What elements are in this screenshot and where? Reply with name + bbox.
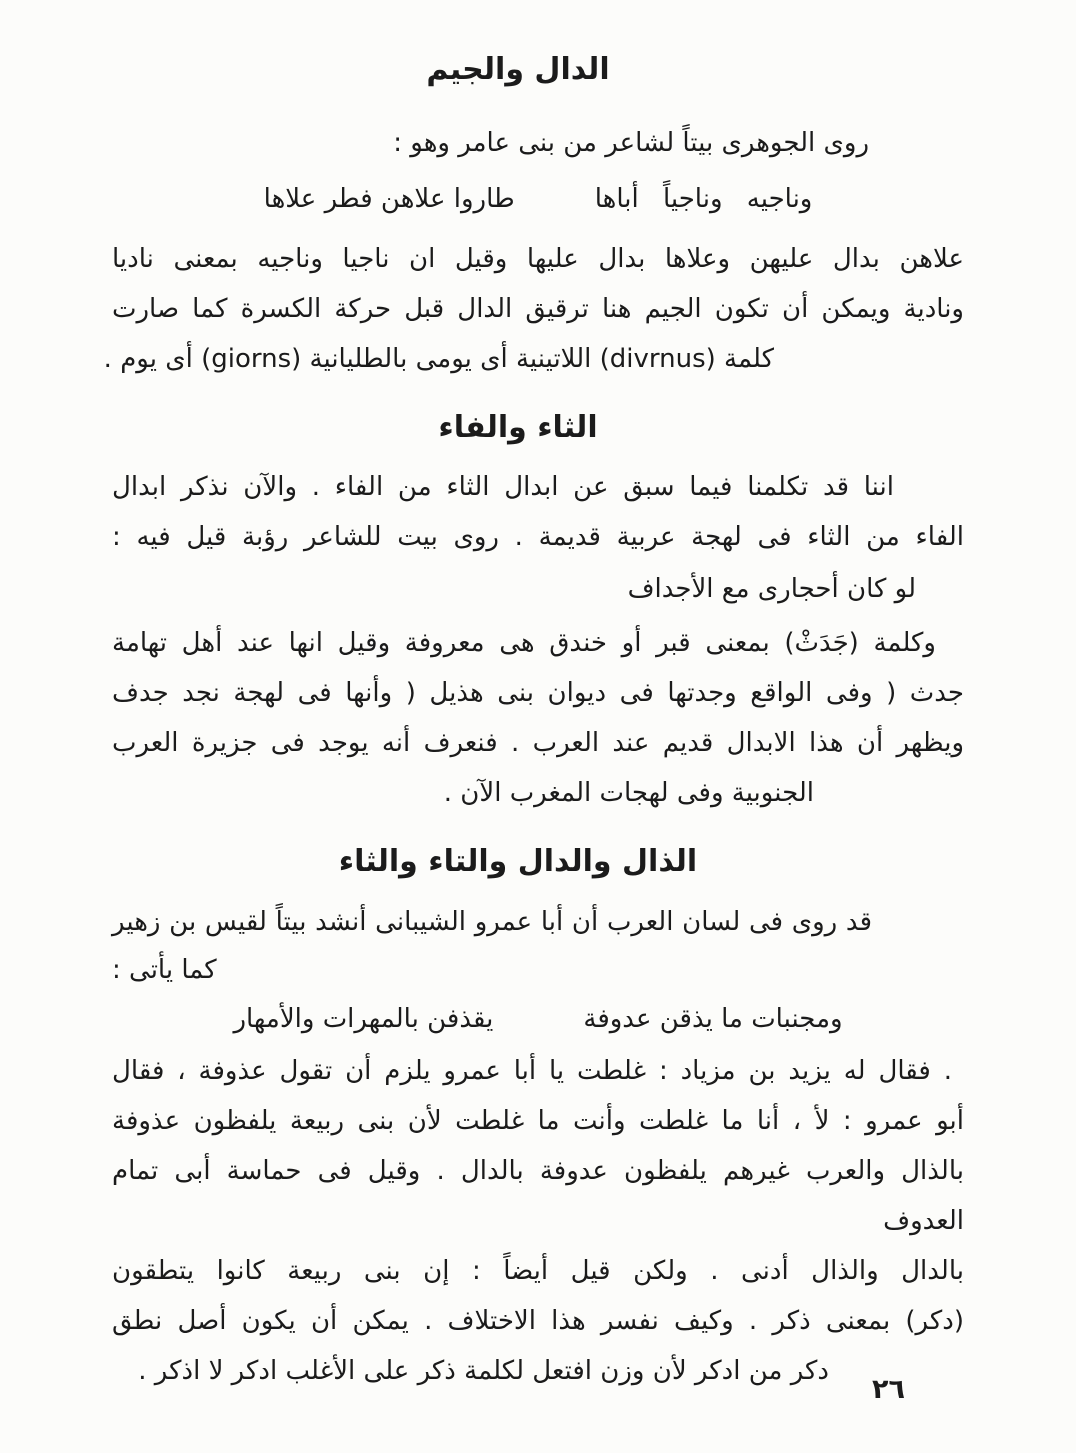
verse-line-1 — [112, 172, 964, 226]
text-line: بالذال والعرب غيرهم يلفظون عدوفة بالدال . وقيل فى حماسة أبى تمام العدوف — [112, 1156, 964, 1236]
section-heading-dal-jim: الدال والجيم — [426, 52, 610, 87]
text-line: (دكر) بمعنى ذكر . وكيف نفسر هذا الاختلاف . يمكن أن يكون أصل نطق — [112, 1306, 964, 1336]
section-heading-tha-fa: الثاء والفاء — [438, 410, 598, 445]
verse-second-hemistich: يقذفن بالمهرات والأمهار — [233, 1004, 494, 1034]
verse-line-3 — [112, 994, 964, 1044]
text-line: بالدال والذال أدنى . ولكن قيل أيضاً : إن بنى ربيعة كانوا يتطقون — [112, 1256, 964, 1286]
text-line: قد روى فى لسان العرب أن أبا عمرو الشيبانى أنشد بيتاً لقيس بن زهير — [112, 907, 872, 937]
text-line: . فقال له يزيد بن مزياد : غلطت يا أبا عمرو يلزم أن تقول عذوفة ، فقال — [112, 1056, 952, 1086]
verse-second-hemistich: طاروا علاهن فطر علاها — [263, 184, 515, 214]
paragraph — [112, 618, 964, 818]
verse-first-hemistich: وناجيه وناجياً أباها — [594, 184, 813, 214]
paragraph — [112, 1046, 964, 1396]
text-line: وكلمة (جَدَثْ) بمعنى قبر أو خندق هى معروفة وقيل انها عند أهل تهامة — [112, 628, 936, 658]
page-number: ٢٦ — [872, 1374, 905, 1405]
text-line: دكر من ادكر لأن وزن افتعل لكلمة ذكر على الأغلب ادكر لا اذكر . — [138, 1356, 829, 1386]
verse-first-hemistich: ومجنبات ما يذقن عدوفة — [583, 1004, 843, 1034]
text-line: كما يأتى : — [112, 955, 217, 985]
paragraph — [103, 234, 964, 384]
section-heading-dhal-dal-ta-tha: الذال والدال والتاء والثاء — [338, 844, 698, 879]
text-line: ويظهر أن هذا الابدال قديم عند العرب . فنعرف أنه يوجد فى جزيرة العرب — [112, 728, 964, 758]
text-line: كلمة (divrnus) اللاتينية أى يومى بالطليانية (giorns) أى يوم . — [103, 344, 774, 374]
text-line: الفاء من الثاء فى لهجة عربية قديمة . روى بيت للشاعر رؤبة قيل فيه : — [112, 522, 964, 552]
paragraph — [112, 462, 964, 562]
text-line: جدث ( وفى الواقع وجدتها فى ديوان بنى هذيل ( وأنها فى لهجة نجد جدف — [112, 678, 964, 708]
text-line: أبو عمرو : لأ ، أنا ما غلطت وأنت ما غلطت لأن بنى ربيعة يلفظون عذوفة — [112, 1106, 964, 1136]
paragraph — [112, 898, 964, 994]
text-line: علاهن بدال عليهن وعلاها بدال عليها وقيل ان ناجيا وناجيه بمعنى ناديا — [112, 244, 964, 274]
text-line: الجنوبية وفى لهجات المغرب الآن . — [443, 778, 814, 808]
text-line: ونادية ويمكن أن تكون الجيم هنا ترقيق الدال قبل حركة الكسرة كما صارت — [112, 294, 964, 324]
intro-line: روى الجوهرى بيتاً لشاعر من بنى عامر وهو : — [393, 128, 869, 158]
verse-line-2: لو كان أحجارى مع الأجداف — [627, 574, 916, 604]
text-line: اننا قد تكلمنا فيما سبق عن ابدال الثاء من الفاء . والآن نذكر ابدال — [112, 472, 894, 502]
